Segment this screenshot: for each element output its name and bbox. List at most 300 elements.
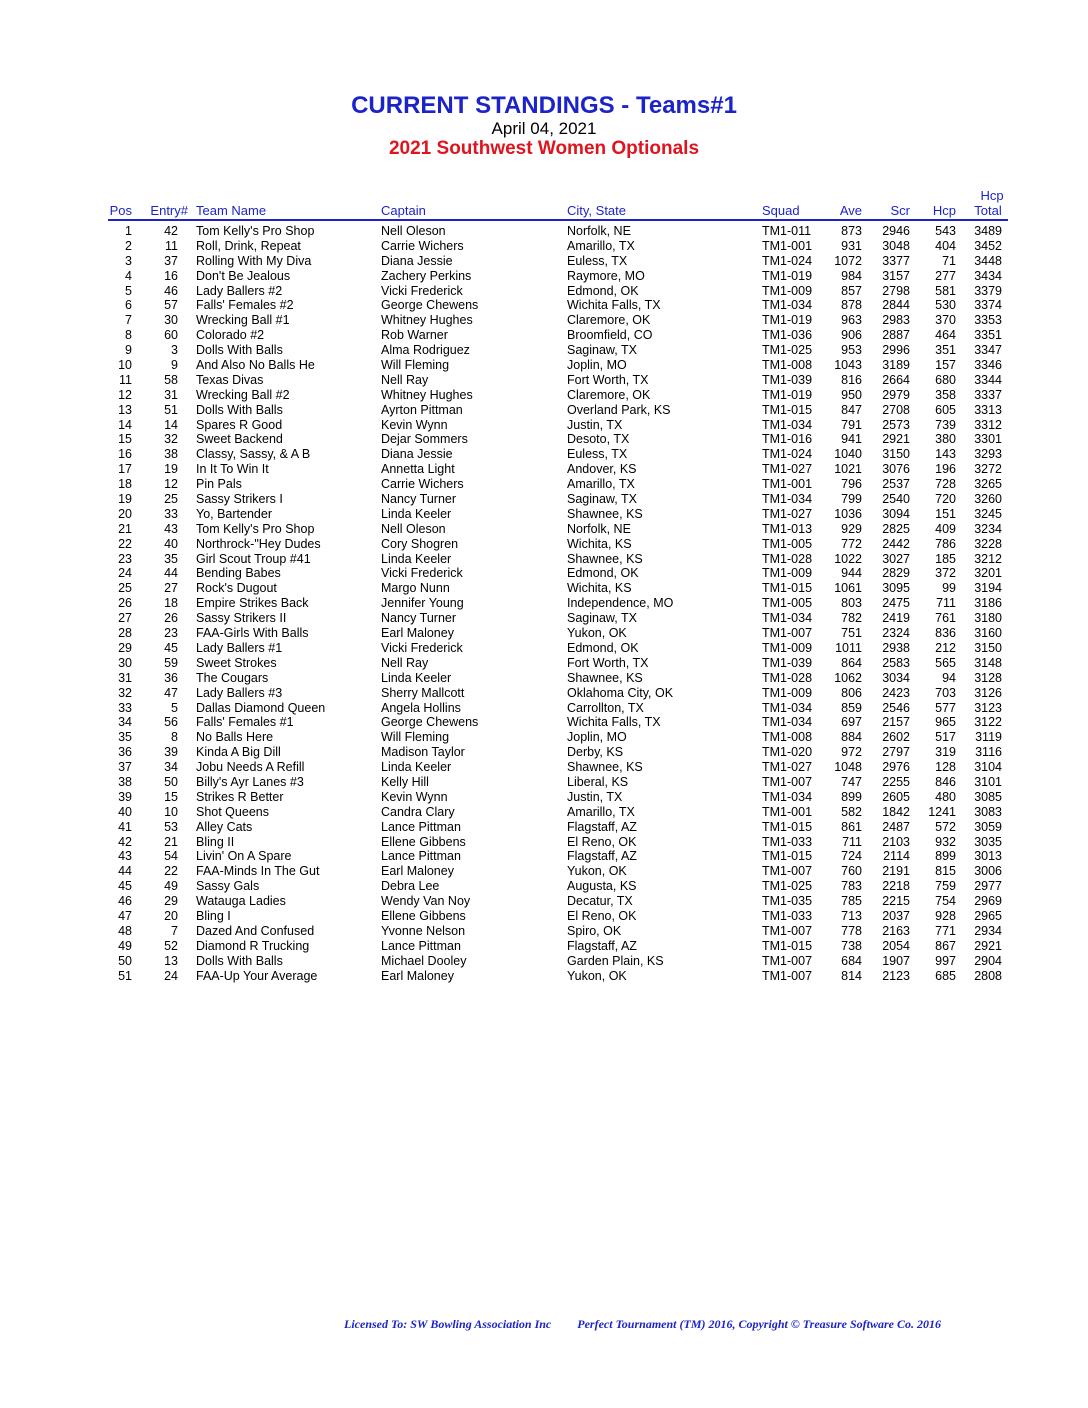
cell-city: Shawnee, KS bbox=[567, 760, 643, 775]
cell-team: Texas Divas bbox=[196, 372, 264, 387]
cell-ave: 1036 bbox=[834, 506, 862, 521]
cell-city: Yukon, OK bbox=[567, 626, 627, 641]
cell-city: Justin, TX bbox=[567, 417, 623, 432]
cell-captain: Lance Pittman bbox=[381, 819, 461, 834]
cell-entry: 25 bbox=[164, 492, 178, 507]
footer-license: Licensed To: SW Bowling Association Inc bbox=[344, 1317, 552, 1331]
cell-city: Andover, KS bbox=[567, 462, 637, 477]
cell-squad: TM1-015 bbox=[762, 849, 813, 864]
table-row bbox=[0, 969, 1088, 984]
table-row bbox=[0, 671, 1088, 686]
cell-team: Empire Strikes Back bbox=[196, 596, 309, 611]
cell-captain: Candra Clary bbox=[381, 804, 455, 819]
cell-squad: TM1-035 bbox=[762, 894, 813, 909]
cell-entry: 7 bbox=[171, 923, 178, 938]
table-row bbox=[0, 507, 1088, 522]
cell-entry: 19 bbox=[164, 462, 178, 477]
cell-team: Bending Babes bbox=[196, 566, 281, 581]
cell-captain: Earl Maloney bbox=[381, 968, 454, 983]
cell-squad: TM1-007 bbox=[762, 968, 813, 983]
table-row bbox=[0, 492, 1088, 507]
footer bbox=[344, 1317, 967, 1332]
cell-entry: 46 bbox=[164, 283, 178, 298]
cell-pos: 3 bbox=[125, 253, 132, 268]
cell-squad: TM1-027 bbox=[762, 506, 813, 521]
cell-captain: Alma Rodriguez bbox=[381, 343, 470, 358]
cell-total: 3353 bbox=[974, 313, 1002, 328]
cell-total: 3128 bbox=[974, 670, 1002, 685]
cell-ave: 711 bbox=[842, 834, 862, 849]
cell-total: 3123 bbox=[974, 700, 1002, 715]
table-row bbox=[0, 566, 1088, 581]
cell-total: 3313 bbox=[974, 402, 1002, 417]
cell-ave: 1040 bbox=[834, 447, 862, 462]
cell-pos: 4 bbox=[125, 268, 132, 283]
cell-ave: 816 bbox=[841, 372, 862, 387]
cell-captain: Michael Dooley bbox=[381, 953, 467, 968]
cell-ave: 963 bbox=[841, 313, 862, 328]
cell-total: 3160 bbox=[974, 626, 1002, 641]
cell-captain: Wendy Van Noy bbox=[381, 894, 471, 909]
cell-ave: 738 bbox=[841, 938, 862, 953]
cell-scr: 2825 bbox=[882, 521, 910, 536]
cell-captain: Rob Warner bbox=[381, 328, 448, 343]
cell-hcp: 565 bbox=[935, 655, 956, 670]
cell-scr: 2921 bbox=[882, 432, 910, 447]
cell-scr: 2602 bbox=[882, 730, 910, 745]
cell-city: Fort Worth, TX bbox=[567, 655, 649, 670]
cell-hcp: 185 bbox=[935, 551, 956, 566]
cell-captain: Vicki Frederick bbox=[381, 566, 463, 581]
cell-total: 3379 bbox=[974, 283, 1002, 298]
cell-captain: George Chewens bbox=[381, 715, 479, 730]
cell-scr: 3157 bbox=[882, 268, 910, 283]
cell-scr: 2054 bbox=[882, 938, 910, 953]
cell-captain: Jennifer Young bbox=[381, 596, 464, 611]
cell-total: 3265 bbox=[974, 477, 1002, 492]
cell-captain: Lance Pittman bbox=[381, 938, 461, 953]
cell-entry: 26 bbox=[164, 611, 178, 626]
table-row bbox=[0, 254, 1088, 269]
cell-hcp: 761 bbox=[935, 611, 956, 626]
cell-captain: Nell Oleson bbox=[381, 224, 446, 238]
cell-total: 3119 bbox=[975, 730, 1002, 745]
cell-team: Tom Kelly's Pro Shop bbox=[196, 521, 315, 536]
cell-city: Oklahoma City, OK bbox=[567, 685, 674, 700]
cell-total: 3101 bbox=[974, 774, 1002, 789]
cell-hcp: 771 bbox=[935, 923, 956, 938]
cell-team: Dolls With Balls bbox=[196, 953, 283, 968]
cell-hcp: 932 bbox=[935, 834, 956, 849]
cell-total: 3126 bbox=[974, 685, 1002, 700]
cell-entry: 8 bbox=[171, 730, 178, 745]
cell-hcp: 480 bbox=[935, 789, 956, 804]
cell-hcp: 319 bbox=[935, 745, 956, 760]
cell-total: 2934 bbox=[974, 923, 1002, 938]
cell-city: Claremore, OK bbox=[567, 387, 651, 402]
cell-ave: 1021 bbox=[834, 462, 862, 477]
cell-squad: TM1-013 bbox=[762, 521, 813, 536]
cell-hcp: 143 bbox=[935, 447, 956, 462]
cell-scr: 3027 bbox=[882, 551, 910, 566]
cell-team: And Also No Balls He bbox=[196, 358, 315, 373]
cell-pos: 15 bbox=[118, 432, 132, 447]
cell-city: Flagstaff, AZ bbox=[567, 819, 637, 834]
cell-captain: Annetta Light bbox=[381, 462, 455, 477]
cell-pos: 2 bbox=[125, 238, 132, 253]
cell-entry: 53 bbox=[164, 819, 178, 834]
cell-scr: 2979 bbox=[882, 387, 910, 402]
cell-scr: 2324 bbox=[882, 626, 910, 641]
cell-team: Lady Ballers #2 bbox=[196, 283, 283, 298]
cell-pos: 10 bbox=[118, 358, 132, 373]
cell-city: Edmond, OK bbox=[567, 283, 639, 298]
cell-entry: 50 bbox=[164, 774, 178, 789]
cell-entry: 15 bbox=[164, 789, 178, 804]
col-captain: Captain bbox=[381, 203, 426, 218]
cell-city: Flagstaff, AZ bbox=[567, 938, 637, 953]
cell-scr: 2218 bbox=[882, 879, 910, 894]
cell-total: 3374 bbox=[974, 298, 1002, 313]
cell-squad: TM1-019 bbox=[762, 268, 813, 283]
cell-hcp: 815 bbox=[935, 864, 956, 879]
cell-hcp: 928 bbox=[935, 908, 956, 923]
cell-scr: 2475 bbox=[882, 596, 910, 611]
cell-captain: Angela Hollins bbox=[381, 700, 461, 715]
cell-hcp: 605 bbox=[935, 402, 956, 417]
cell-squad: TM1-019 bbox=[762, 313, 813, 328]
cell-city: Saginaw, TX bbox=[567, 492, 637, 507]
cell-ave: 972 bbox=[841, 745, 862, 760]
cell-hcp: 71 bbox=[942, 253, 956, 268]
table-row bbox=[0, 879, 1088, 894]
cell-entry: 22 bbox=[164, 864, 178, 879]
cell-pos: 21 bbox=[118, 521, 132, 536]
cell-total: 2977 bbox=[974, 879, 1002, 894]
cell-city: Yukon, OK bbox=[567, 864, 627, 879]
cell-squad: TM1-009 bbox=[762, 283, 813, 298]
col-hcp: Hcp bbox=[932, 203, 956, 218]
cell-hcp: 404 bbox=[935, 238, 956, 253]
cell-entry: 24 bbox=[164, 968, 178, 983]
cell-captain: Kevin Wynn bbox=[381, 417, 448, 432]
cell-total: 3059 bbox=[974, 819, 1002, 834]
cell-squad: TM1-007 bbox=[762, 923, 813, 938]
cell-team: Falls' Females #1 bbox=[196, 715, 294, 730]
cell-total: 3228 bbox=[974, 536, 1002, 551]
cell-ave: 1011 bbox=[835, 640, 862, 655]
cell-captain: Linda Keeler bbox=[381, 506, 452, 521]
cell-pos: 36 bbox=[118, 745, 132, 760]
cell-team: In It To Win It bbox=[196, 462, 269, 477]
table-row bbox=[0, 343, 1088, 358]
cell-pos: 51 bbox=[118, 968, 132, 983]
cell-captain: Linda Keeler bbox=[381, 670, 452, 685]
cell-entry: 23 bbox=[164, 626, 178, 641]
cell-squad: TM1-028 bbox=[762, 551, 813, 566]
cell-city: Joplin, MO bbox=[567, 358, 627, 373]
cell-squad: TM1-034 bbox=[762, 789, 813, 804]
table-row bbox=[0, 403, 1088, 418]
cell-scr: 2583 bbox=[882, 655, 910, 670]
cell-captain: Will Fleming bbox=[381, 358, 450, 373]
cell-captain: Ayrton Pittman bbox=[381, 402, 463, 417]
table-row bbox=[0, 894, 1088, 909]
cell-captain: Will Fleming bbox=[381, 730, 450, 745]
cell-squad: TM1-007 bbox=[762, 953, 813, 968]
header-rule bbox=[108, 219, 1008, 221]
table-row bbox=[0, 477, 1088, 492]
cell-hcp: 997 bbox=[935, 953, 956, 968]
cell-pos: 43 bbox=[118, 849, 132, 864]
cell-total: 3148 bbox=[974, 655, 1002, 670]
cell-total: 3180 bbox=[974, 611, 1002, 626]
table-row bbox=[0, 447, 1088, 462]
cell-captain: Madison Taylor bbox=[381, 745, 465, 760]
cell-ave: 684 bbox=[841, 953, 862, 968]
cell-scr: 2540 bbox=[882, 492, 910, 507]
cell-squad: TM1-028 bbox=[762, 670, 813, 685]
cell-total: 2904 bbox=[974, 953, 1002, 968]
cell-ave: 950 bbox=[841, 387, 862, 402]
cell-entry: 59 bbox=[164, 655, 178, 670]
cell-city: El Reno, OK bbox=[567, 834, 637, 849]
cell-entry: 21 bbox=[164, 834, 178, 849]
cell-team: Jobu Needs A Refill bbox=[196, 760, 305, 775]
cell-city: Carrollton, TX bbox=[567, 700, 644, 715]
cell-total: 2969 bbox=[974, 894, 1002, 909]
cell-scr: 2938 bbox=[882, 640, 910, 655]
cell-captain: Nell Oleson bbox=[381, 521, 446, 536]
cell-squad: TM1-008 bbox=[762, 358, 813, 373]
cell-captain: Earl Maloney bbox=[381, 626, 454, 641]
cell-hcp: 277 bbox=[935, 268, 956, 283]
cell-entry: 20 bbox=[164, 908, 178, 923]
cell-squad: TM1-015 bbox=[762, 819, 813, 834]
cell-entry: 45 bbox=[164, 640, 178, 655]
cell-pos: 13 bbox=[118, 402, 132, 417]
cell-ave: 796 bbox=[841, 477, 862, 492]
cell-hcp: 836 bbox=[935, 626, 956, 641]
cell-scr: 2419 bbox=[882, 611, 910, 626]
cell-ave: 1061 bbox=[834, 581, 862, 596]
cell-hcp: 754 bbox=[935, 894, 956, 909]
cell-ave: 873 bbox=[841, 224, 862, 238]
cell-squad: TM1-008 bbox=[762, 730, 813, 745]
cell-team: Dallas Diamond Queen bbox=[196, 700, 326, 715]
cell-city: Edmond, OK bbox=[567, 640, 639, 655]
cell-hcp: 351 bbox=[935, 343, 956, 358]
report-date: April 04, 2021 bbox=[491, 119, 597, 138]
cell-scr: 2708 bbox=[882, 402, 910, 417]
table-row bbox=[0, 924, 1088, 939]
cell-city: Amarillo, TX bbox=[567, 238, 635, 253]
cell-city: Saginaw, TX bbox=[567, 611, 637, 626]
cell-scr: 3034 bbox=[882, 670, 910, 685]
cell-scr: 2157 bbox=[882, 715, 910, 730]
cell-city: Saginaw, TX bbox=[567, 343, 637, 358]
cell-scr: 2487 bbox=[882, 819, 910, 834]
cell-squad: TM1-034 bbox=[762, 611, 813, 626]
cell-hcp: 380 bbox=[935, 432, 956, 447]
cell-scr: 2664 bbox=[882, 372, 910, 387]
cell-captain: Sherry Mallcott bbox=[381, 685, 465, 700]
table-row bbox=[0, 581, 1088, 596]
cell-city: Decatur, TX bbox=[567, 894, 633, 909]
cell-city: Spiro, OK bbox=[567, 923, 622, 938]
cell-entry: 56 bbox=[164, 715, 178, 730]
cell-team: Diamond R Trucking bbox=[196, 938, 310, 953]
cell-total: 3347 bbox=[974, 343, 1002, 358]
cell-entry: 33 bbox=[164, 506, 178, 521]
cell-hcp: 157 bbox=[935, 358, 956, 373]
cell-hcp: 728 bbox=[935, 477, 956, 492]
cell-squad: TM1-033 bbox=[762, 834, 813, 849]
cell-entry: 5 bbox=[171, 700, 178, 715]
table-row bbox=[0, 552, 1088, 567]
cell-total: 2808 bbox=[974, 968, 1002, 983]
cell-team: FAA-Girls With Balls bbox=[196, 626, 309, 641]
cell-ave: 785 bbox=[841, 894, 862, 909]
cell-hcp: 703 bbox=[935, 685, 956, 700]
cell-pos: 29 bbox=[118, 640, 132, 655]
cell-pos: 16 bbox=[118, 447, 132, 462]
cell-city: Independence, MO bbox=[567, 596, 674, 611]
cell-entry: 13 bbox=[164, 953, 178, 968]
cell-scr: 2976 bbox=[882, 760, 910, 775]
cell-team: Colorado #2 bbox=[196, 328, 265, 343]
cell-squad: TM1-009 bbox=[762, 566, 813, 581]
cell-squad: TM1-034 bbox=[762, 298, 813, 313]
cell-hcp: 867 bbox=[935, 938, 956, 953]
cell-pos: 11 bbox=[119, 372, 132, 387]
cell-hcp: 846 bbox=[935, 774, 956, 789]
column-headers bbox=[0, 188, 1088, 220]
cell-team: Strikes R Better bbox=[196, 789, 284, 804]
cell-squad: TM1-007 bbox=[762, 626, 813, 641]
cell-squad: TM1-024 bbox=[762, 447, 813, 462]
cell-city: Fort Worth, TX bbox=[567, 372, 649, 387]
cell-pos: 34 bbox=[118, 715, 132, 730]
cell-entry: 35 bbox=[164, 551, 178, 566]
cell-captain: Whitney Hughes bbox=[381, 313, 473, 328]
cell-city: Garden Plain, KS bbox=[567, 953, 664, 968]
cell-ave: 941 bbox=[841, 432, 862, 447]
table-row bbox=[0, 849, 1088, 864]
cell-squad: TM1-034 bbox=[762, 417, 813, 432]
cell-team: Sassy Strikers II bbox=[196, 611, 287, 626]
cell-team: Watauga Ladies bbox=[196, 894, 286, 909]
report-title: CURRENT STANDINGS - Teams#1 bbox=[351, 92, 737, 119]
cell-team: Rolling With My Diva bbox=[196, 253, 312, 268]
cell-team: Bling I bbox=[196, 908, 231, 923]
cell-team: Falls' Females #2 bbox=[196, 298, 294, 313]
cell-pos: 26 bbox=[118, 596, 132, 611]
cell-team: Bling II bbox=[196, 834, 235, 849]
cell-entry: 27 bbox=[164, 581, 178, 596]
cell-ave: 806 bbox=[841, 685, 862, 700]
cell-entry: 9 bbox=[171, 358, 178, 373]
cell-scr: 2191 bbox=[882, 864, 910, 879]
cell-pos: 14 bbox=[118, 417, 132, 432]
cell-city: Derby, KS bbox=[567, 745, 624, 760]
col-hcp-total-line1: Hcp bbox=[980, 188, 1004, 203]
cell-squad: TM1-015 bbox=[762, 402, 813, 417]
cell-team: Kinda A Big Dill bbox=[196, 745, 281, 760]
cell-scr: 2573 bbox=[882, 417, 910, 432]
cell-team: Dazed And Confused bbox=[196, 923, 315, 938]
table-row bbox=[0, 820, 1088, 835]
table-row bbox=[0, 522, 1088, 537]
cell-team: Northrock-"Hey Dudes bbox=[196, 536, 321, 551]
table-row bbox=[0, 611, 1088, 626]
cell-pos: 44 bbox=[118, 864, 132, 879]
cell-hcp: 581 bbox=[935, 283, 956, 298]
cell-team: Livin' On A Spare bbox=[196, 849, 292, 864]
cell-ave: 929 bbox=[841, 521, 862, 536]
cell-scr: 2123 bbox=[882, 968, 910, 983]
cell-squad: TM1-015 bbox=[762, 938, 813, 953]
table-row bbox=[0, 775, 1088, 790]
cell-team: Rock's Dugout bbox=[196, 581, 277, 596]
cell-captain: Linda Keeler bbox=[381, 760, 452, 775]
cell-squad: TM1-027 bbox=[762, 462, 813, 477]
cell-total: 3194 bbox=[974, 581, 1002, 596]
table-row bbox=[0, 373, 1088, 388]
cell-pos: 45 bbox=[118, 879, 132, 894]
cell-team: Alley Cats bbox=[196, 819, 253, 834]
cell-scr: 2037 bbox=[882, 908, 910, 923]
cell-scr: 1842 bbox=[882, 804, 910, 819]
cell-scr: 3076 bbox=[882, 462, 910, 477]
cell-team: Sweet Backend bbox=[196, 432, 283, 447]
cell-entry: 29 bbox=[164, 894, 178, 909]
cell-ave: 899 bbox=[841, 789, 862, 804]
cell-team: Sassy Strikers I bbox=[196, 492, 283, 507]
cell-team: No Balls Here bbox=[196, 730, 274, 745]
table-row bbox=[0, 313, 1088, 328]
table-row bbox=[0, 269, 1088, 284]
cell-captain: Ellene Gibbens bbox=[381, 908, 466, 923]
cell-ave: 582 bbox=[841, 804, 862, 819]
cell-hcp: 517 bbox=[935, 730, 956, 745]
table-row bbox=[0, 239, 1088, 254]
cell-squad: TM1-036 bbox=[762, 328, 813, 343]
cell-city: Norfolk, NE bbox=[567, 224, 631, 238]
cell-pos: 18 bbox=[118, 477, 132, 492]
cell-city: Amarillo, TX bbox=[567, 477, 635, 492]
cell-scr: 2798 bbox=[882, 283, 910, 298]
table-row bbox=[0, 298, 1088, 313]
table-row bbox=[0, 715, 1088, 730]
cell-ave: 791 bbox=[841, 417, 862, 432]
event-name: 2021 Southwest Women Optionals bbox=[388, 138, 700, 159]
cell-entry: 54 bbox=[164, 849, 178, 864]
cell-city: Wichita, KS bbox=[567, 536, 632, 551]
cell-city: Yukon, OK bbox=[567, 968, 627, 983]
cell-ave: 861 bbox=[841, 819, 862, 834]
cell-ave: 713 bbox=[841, 908, 862, 923]
cell-hcp: 151 bbox=[935, 506, 956, 521]
table-row bbox=[0, 224, 1088, 239]
cell-pos: 28 bbox=[118, 626, 132, 641]
cell-hcp: 711 bbox=[936, 596, 956, 611]
cell-pos: 48 bbox=[118, 923, 132, 938]
table-row bbox=[0, 418, 1088, 433]
cell-team: Spares R Good bbox=[196, 417, 283, 432]
cell-total: 3293 bbox=[974, 447, 1002, 462]
cell-squad: TM1-039 bbox=[762, 372, 813, 387]
